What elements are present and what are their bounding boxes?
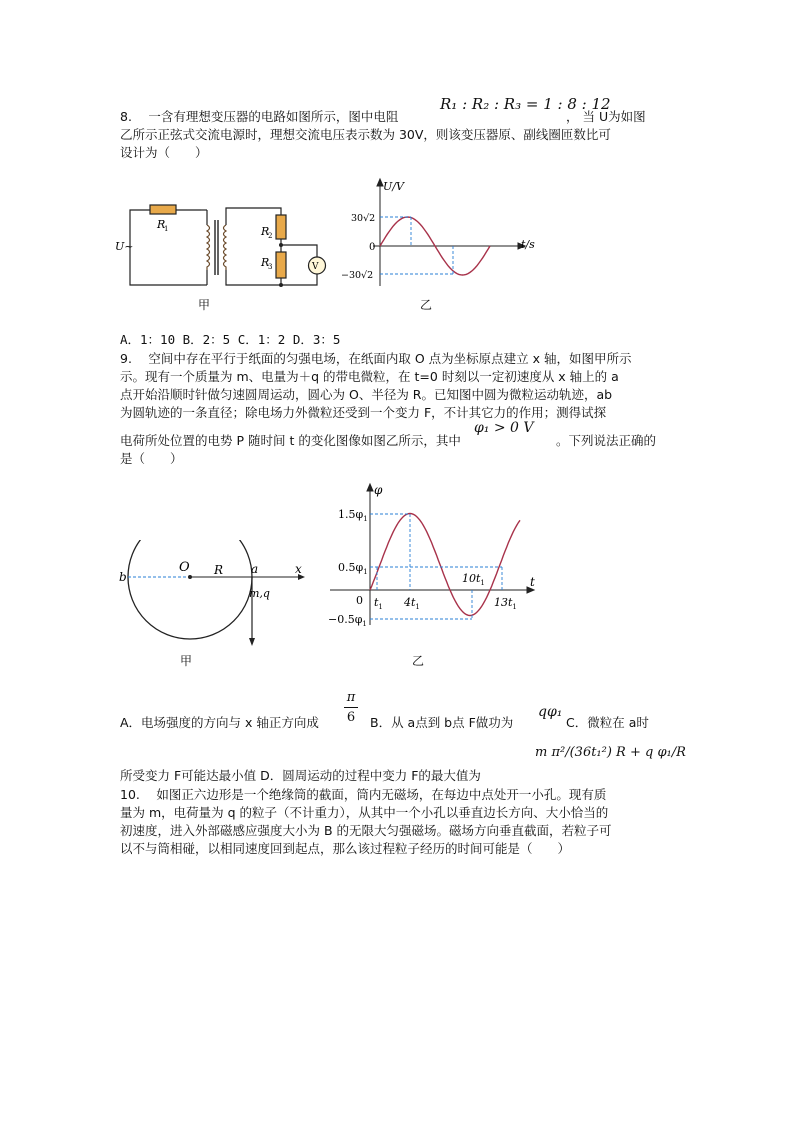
svg-text:13t1: $13t_1$ [494,596,517,611]
q8-options: A．1：10 B．2：5 C．1：2 D．3：5 [120,332,341,347]
q8-ratio-formula: R₁ : R₂ : R₃ = 1 : 8 : 12 [440,95,611,113]
svg-text:x: x [295,562,302,576]
q10-line3: 初速度，进入外部磁感应强度大小为 B 的无限大匀强磁场。磁场方向垂直截面，若粒子可 [120,823,612,838]
q9-line1: 9. 空间中存在平行于纸面的匀强电场，在纸面内取 O 点为坐标原点建立 x 轴，如图甲所示 [120,351,632,366]
svg-text:R: R [261,225,270,238]
q9-option-d-formula: m π²/(36t₁²) R + q φ₁/R [535,745,686,760]
svg-text:1.5φ1: $1.5\varphi_1$ [338,508,368,523]
q8-line1-a: 8. 一含有理想变压器的电路如图所示，图中电阻 [120,109,399,124]
q10-line4: 以不与筒相碰，以相同速度回到起点，那么该过程粒子经历的时间可能是（ ） [120,841,571,856]
q9-line5-a: 电荷所处位置的电势 P 随时间 t 的变化图像如图乙所示，其中 [120,433,461,448]
q8-fig-a-caption: 甲 [198,298,211,312]
q9-line6: 是（ ） [120,451,183,466]
svg-text:a: a [251,562,259,576]
q9-fig-b-caption: 乙 [412,654,425,668]
svg-text:t1: $t_1$ [374,596,383,611]
svg-text:R: R [261,256,270,269]
q10-line2: 量为 m，电荷量为 q 的粒子（不计重力），从其中一个小孔以垂直边长方向、大小恰当的 [120,805,609,820]
q9-fig-a-caption: 甲 [180,654,193,668]
q8-transformer-circuit [115,190,330,295]
q8-line3: 设计为（ ） [120,145,208,160]
svg-text:−0.5φ1: $-0.5\varphi_1$ [328,613,367,628]
svg-text:0.5φ1: $0.5\varphi_1$ [338,561,368,576]
svg-text:R: R [214,563,224,577]
svg-text:0: 0 [356,594,363,607]
svg-text:U~: U~ [115,240,134,253]
svg-text:t/s: t/s [521,238,535,251]
svg-text:2: 2 [268,232,273,240]
svg-text:0: 0 [369,242,376,253]
q8-resistor-R3 [276,252,286,278]
q8-resistor-R1 [150,205,176,214]
q9-line2: 示。现有一个质量为 m、电量为＋q 的带电微粒，在 t=0 时刻以一定初速度从 x 轴上的 a [120,369,619,384]
svg-text:O: O [179,560,190,575]
svg-text:30√2: 30√2 [351,213,376,224]
q9-option-a-fraction: π 6 [344,690,358,725]
q9-potential-graph [322,480,540,640]
q9-condition-formula: φ₁ > 0 V [474,420,534,436]
svg-text:1: 1 [164,225,169,233]
q8-line1-b: ， 当 U为如图 [566,109,646,124]
q9-option-c: C．微粒在 a时 [566,715,649,730]
svg-text:3: 3 [268,263,273,271]
svg-text:U/V: U/V [383,180,404,193]
q8-primary-wires [130,210,201,285]
svg-text:−30√2: −30√2 [341,270,374,281]
svg-text:V: V [312,262,319,272]
q9-line3: 点开始沿顺时针做匀速圆周运动，圆心为 O、半径为 R。已知图中圆为微粒运动轨迹，ab [120,387,613,402]
q9-line4: 为圆轨迹的一条直径；除电场力外微粒还受到一个变力 F，不计其它力的作用；测得试探 [120,405,607,420]
svg-text:4t1: $4t_1$ [404,596,420,611]
q8-secondary-coil [224,225,227,270]
q9-option-b-formula: qφ₁ [538,704,563,720]
svg-text:t: t [530,575,535,589]
svg-text:m,q: m,q [249,587,270,600]
q8-resistor-R2 [276,215,286,239]
q8-fig-b-caption: 乙 [420,298,433,312]
q9-option-c-line2: 所受变力 F可能达最小值 D．圆周运动的过程中变力 F的最大值为 [120,768,481,783]
q8-line2: 乙所示正弦式交流电源时，理想交流电压表示数为 30V，则该变压器原、副线圈匝数比可 [120,127,611,142]
svg-text:b: b [119,570,127,584]
q9-trajectory-circle [128,540,252,639]
q8-voltage-graph [335,176,545,296]
q9-circle-diagram [115,540,315,655]
svg-text:φ: φ [374,483,383,497]
q8-primary-coil [207,225,210,270]
q9-line5-b: 。下列说法正确的 [556,433,657,448]
svg-text:R: R [157,218,166,231]
q10-line1: 10. 如图正六边形是一个绝缘筒的截面，筒内无磁场，在每边中点处开一小孔。现有质 [120,787,607,802]
q9-option-b: B．从 a点到 b点 F做功为 [370,715,514,730]
svg-text:10t1: $10t_1$ [462,572,485,587]
q9-option-a: A．电场强度的方向与 x 轴正方向成 [120,715,319,730]
